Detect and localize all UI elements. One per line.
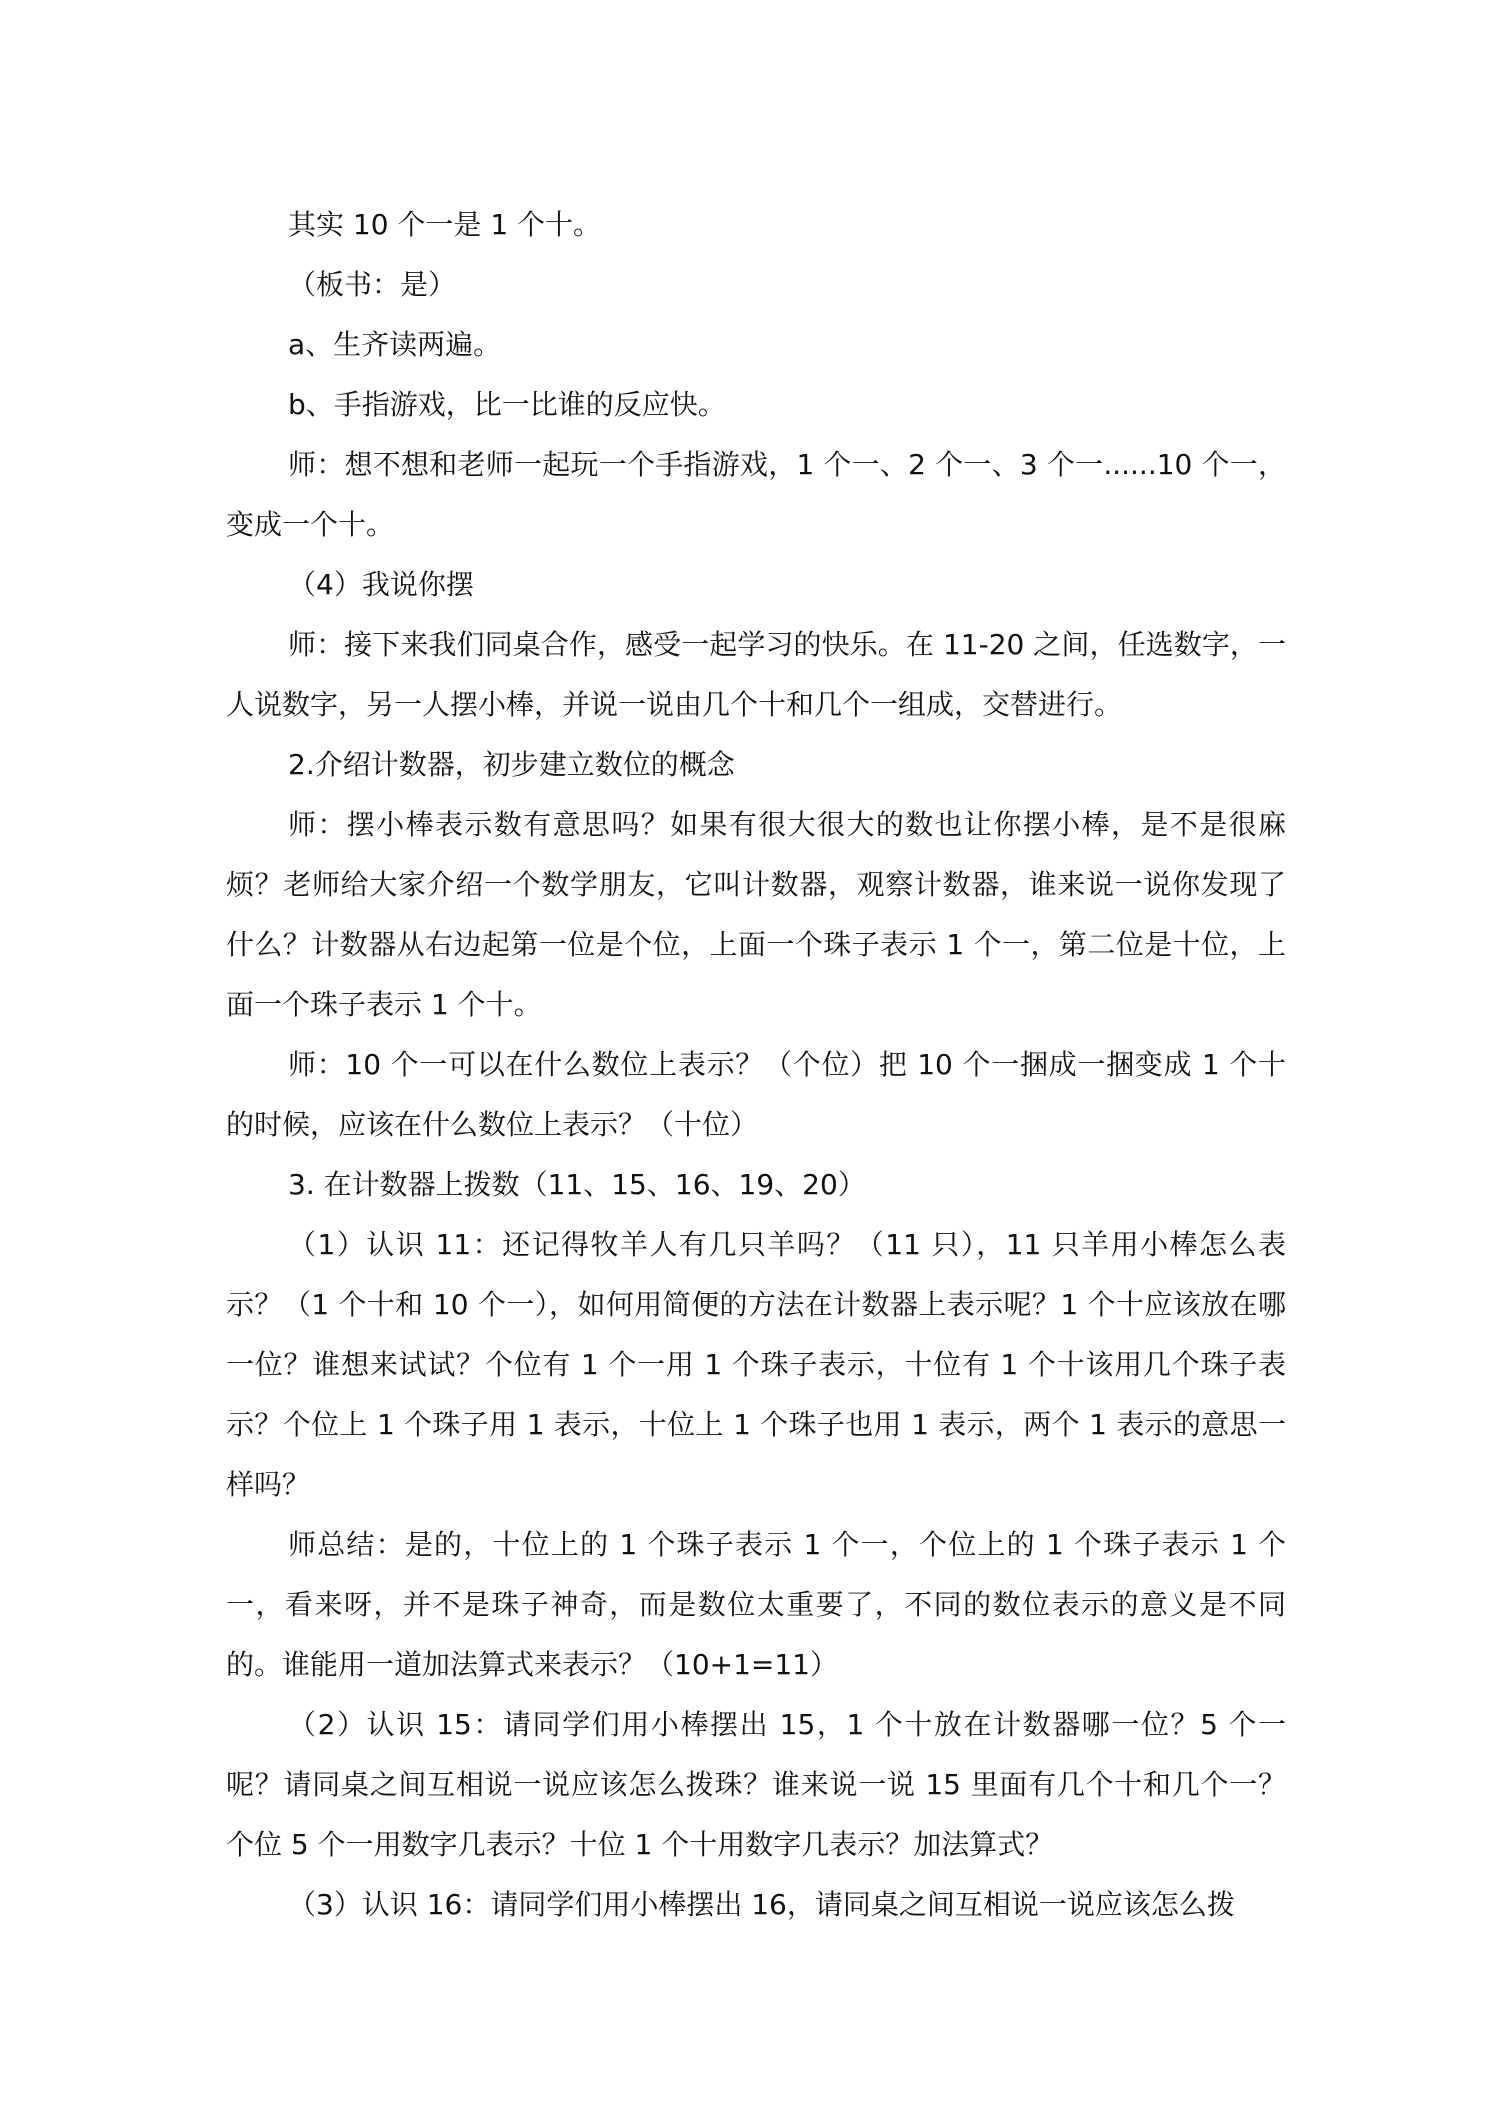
section-heading: 2.介绍计数器，初步建立数位的概念 [288, 748, 735, 781]
paragraph: 师：想不想和老师一起玩一个手指游戏，1 个一、2 个一、3 个一......10 个一，变成一个十。 [226, 448, 1286, 541]
paragraph: 师：10 个一可以在什么数位上表示？（个位）把 10 个一捆成一捆变成 1 个十的时候，应该在什么数位上表示？（十位） [226, 1048, 1286, 1141]
paragraph: 其实 10 个一是 1 个十。 [288, 208, 602, 241]
paragraph: （板书：是） [288, 268, 457, 301]
paragraph: （3）认识 16：请同学们用小棒摆出 16，请同桌之间互相说一说应该怎么拨 [288, 1888, 1235, 1921]
section-heading: 3. 在计数器上拨数（11、15、16、19、20） [288, 1168, 866, 1201]
paragraph: 师总结：是的，十位上的 1 个珠子表示 1 个一，个位上的 1 个珠子表示 1 个一，看来呀，并不是珠子神奇，而是数位太重要了，不同的数位表示的意义是不同的。谁能用一道加法算式来表示？（10+1=11） [226, 1528, 1286, 1681]
paragraph: b、手指游戏，比一比谁的反应快。 [288, 388, 726, 421]
paragraph: （4）我说你摆 [288, 568, 474, 601]
paragraph: 师：摆小棒表示数有意思吗？如果有很大很大的数也让你摆小棒，是不是很麻烦？老师给大家介绍一个数学朋友，它叫计数器，观察计数器，谁来说一说你发现了什么？计数器从右边起第一位是个位，上面一个珠子表示 1 个一，第二位是十位，上面一个珠子表示 1 个十。 [226, 808, 1286, 1021]
paragraph: a、生齐读两遍。 [288, 328, 502, 361]
document-body [226, 195, 1286, 1935]
paragraph: （2）认识 15：请同学们用小棒摆出 15，1 个十放在计数器哪一位？5 个一呢？请同桌之间互相说一说应该怎么拨珠？谁来说一说 15 里面有几个十和几个一？个位 5 个一用数字几表示？十位 1 个十用数字几表示？加法算式？ [226, 1708, 1286, 1861]
paragraph: （1）认识 11：还记得牧羊人有几只羊吗？（11 只），11 只羊用小棒怎么表示？（1 个十和 10 个一），如何用简便的方法在计数器上表示呢？1 个十应该放在哪一位？谁想来试试？个位有 1 个一用 1 个珠子表示，十位有 1 个十该用几个珠子表示？个位上 1 个珠子用 1 表示，十位上 1 个珠子也用 1 表示，两个 1 表示的意思一样吗？ [226, 1228, 1286, 1501]
paragraph: 师：接下来我们同桌合作，感受一起学习的快乐。在 11-20 之间，任选数字，一人说数字，另一人摆小棒，并说一说由几个十和几个一组成，交替进行。 [226, 628, 1286, 721]
